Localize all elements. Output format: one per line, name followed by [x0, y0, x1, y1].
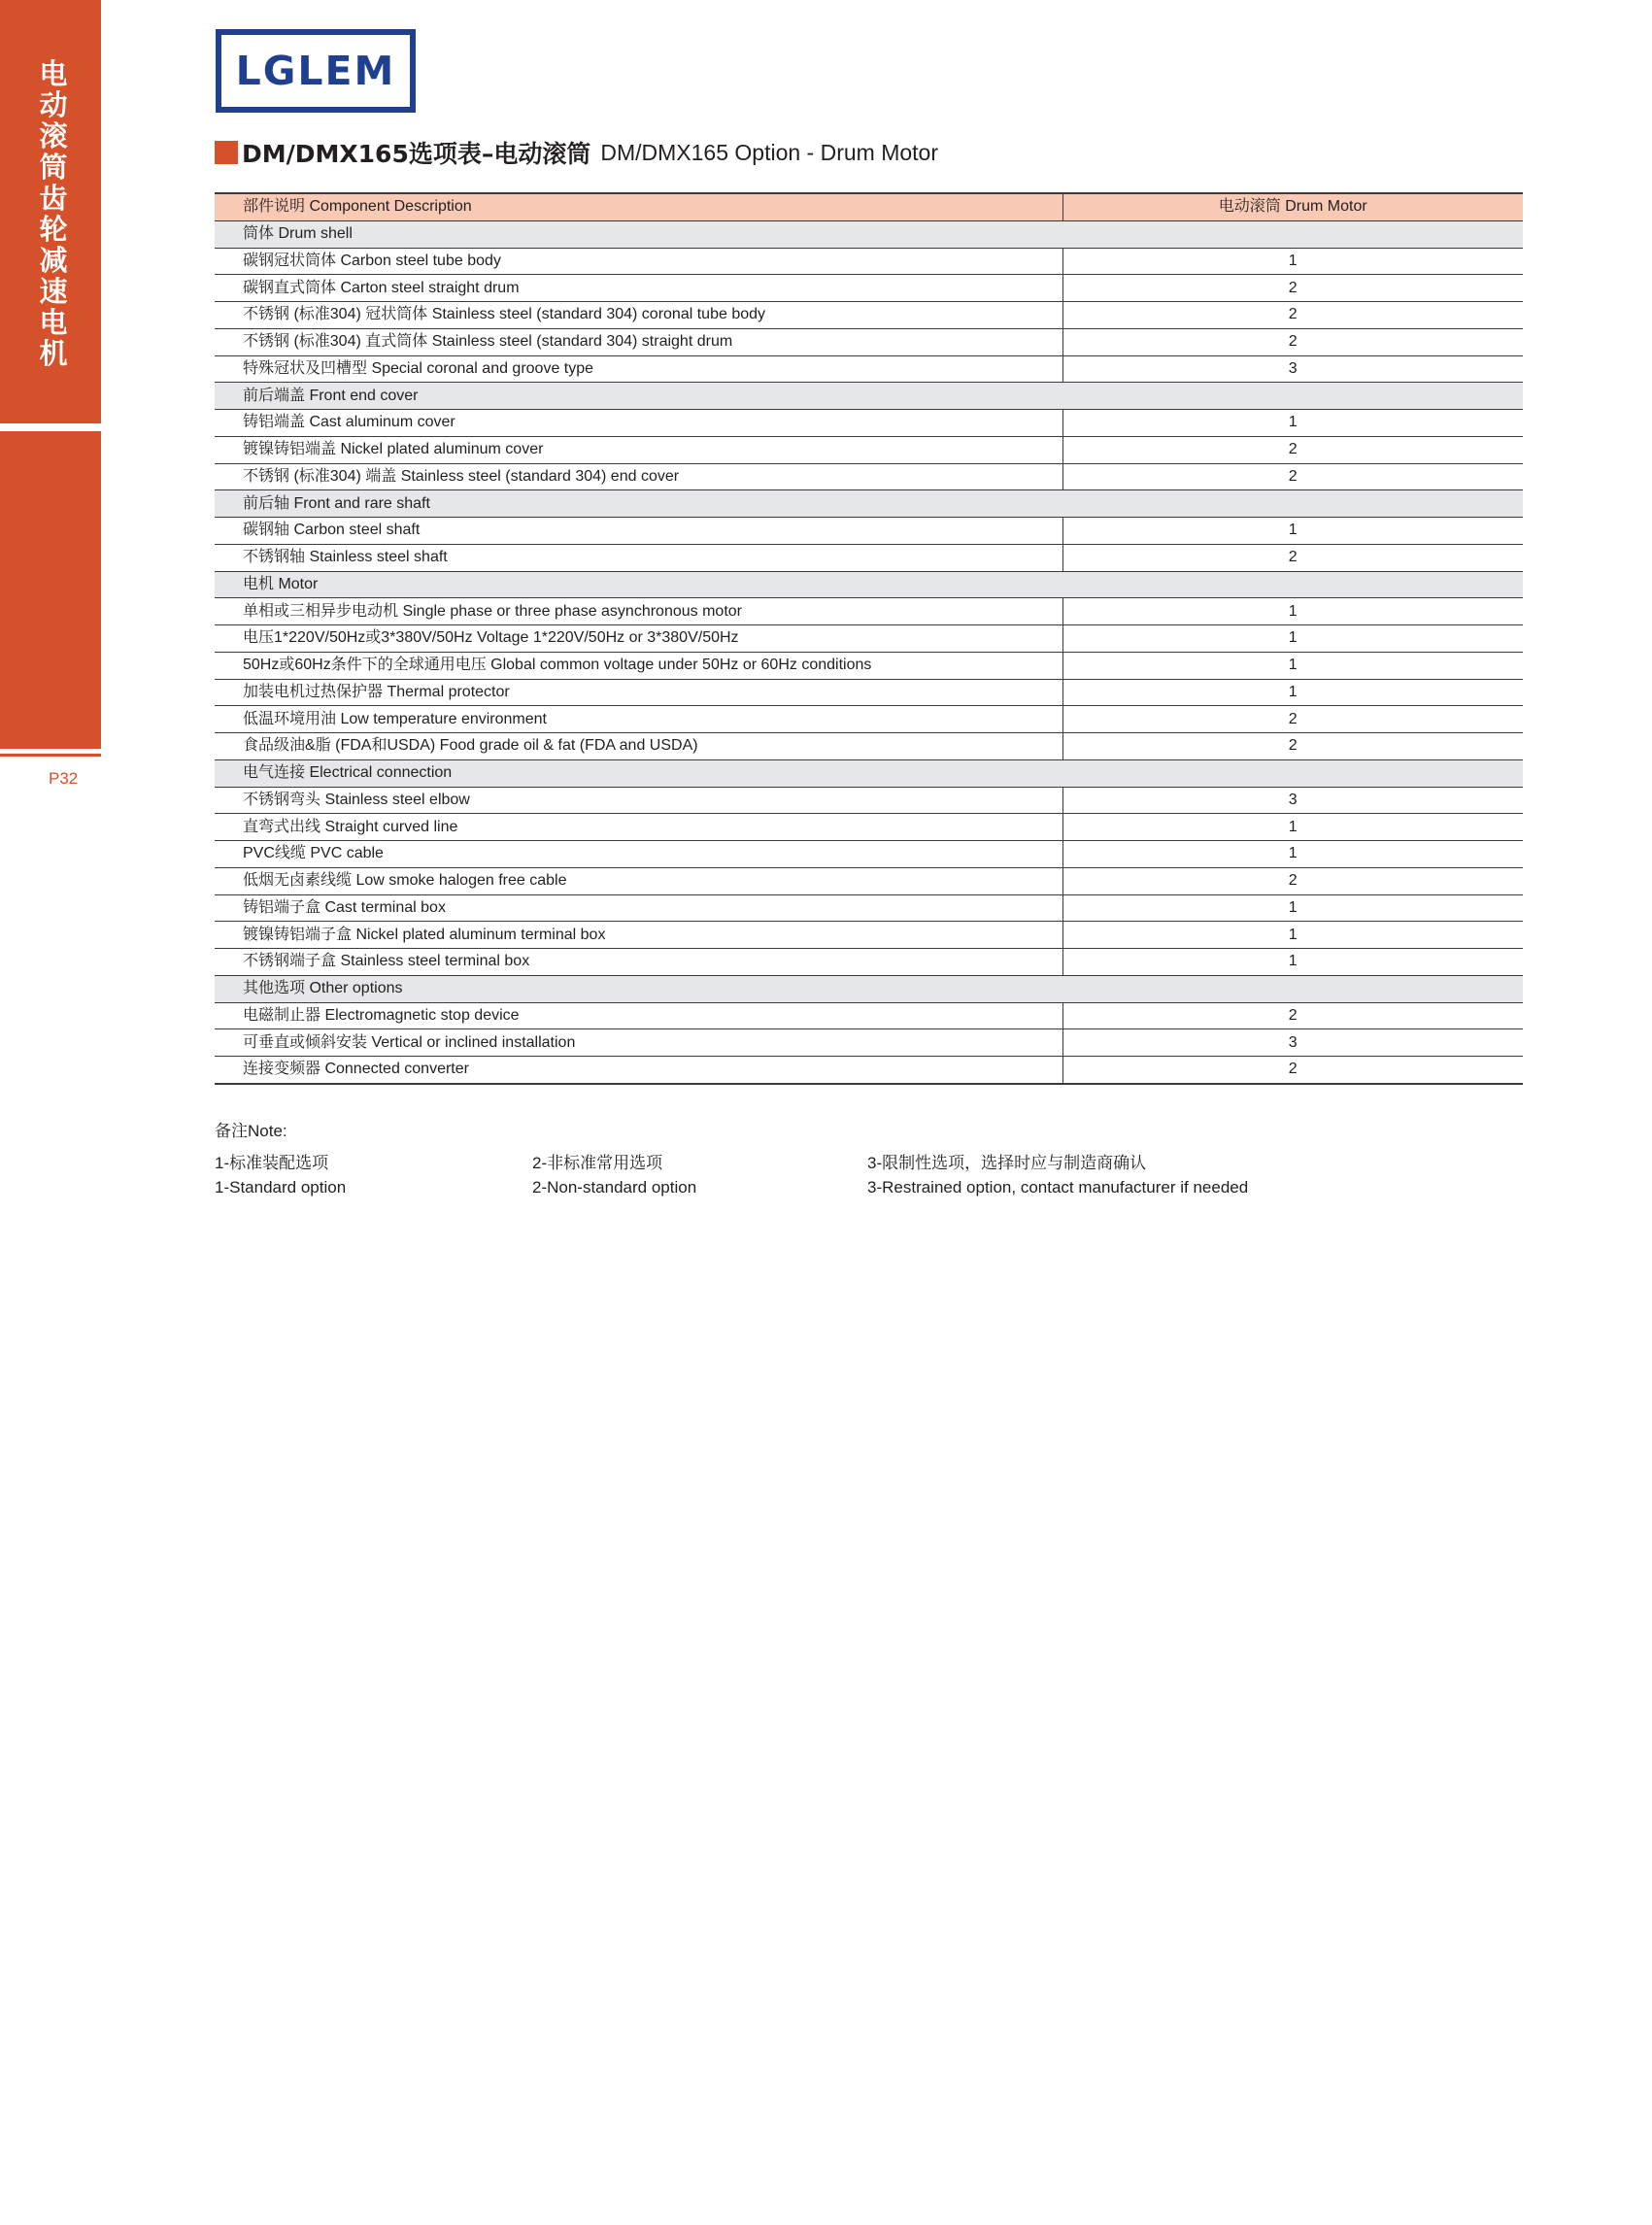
row-value: 2	[1062, 706, 1523, 733]
table-row	[215, 1002, 1523, 1029]
row-desc: 镀镍铸铝端子盒 Nickel plated aluminum terminal box	[215, 922, 1062, 949]
table-row	[215, 814, 1523, 841]
table-row	[215, 652, 1523, 679]
table-row	[215, 1057, 1523, 1084]
row-value: 2	[1062, 328, 1523, 355]
table-row	[215, 679, 1523, 706]
row-desc: 单相或三相异步电动机 Single phase or three phase asynchronous motor	[215, 598, 1062, 625]
table-row	[215, 544, 1523, 571]
table-row	[215, 787, 1523, 814]
row-value: 3	[1062, 787, 1523, 814]
row-value: 1	[1062, 841, 1523, 868]
row-value: 1	[1062, 248, 1523, 275]
header-value: 电动滚筒 Drum Motor	[1062, 193, 1523, 220]
group-name: 电机 Motor	[215, 571, 1523, 598]
row-value: 1	[1062, 410, 1523, 437]
note-cn-3: 3-限制性选项，选择时应与制造商确认	[867, 1154, 1147, 1172]
group-name: 其他选项 Other options	[215, 975, 1523, 1002]
table-group-row	[215, 383, 1523, 410]
table-row	[215, 410, 1523, 437]
row-value: 2	[1062, 1057, 1523, 1084]
row-desc: 50Hz或60Hz条件下的全球通用电压 Global common voltage under 50Hz or 60Hz conditions	[215, 652, 1062, 679]
table-row	[215, 248, 1523, 275]
page-title-en: DM/DMX165 Option - Drum Motor	[600, 139, 938, 165]
row-value: 1	[1062, 625, 1523, 653]
sidebar-top-band	[0, 0, 101, 423]
table-row	[215, 733, 1523, 760]
row-desc: 铸铝端子盒 Cast terminal box	[215, 894, 1062, 922]
row-value: 1	[1062, 922, 1523, 949]
row-value: 2	[1062, 867, 1523, 894]
row-desc: 不锈钢 (标准304) 冠状筒体 Stainless steel (standard 304) coronal tube body	[215, 302, 1062, 329]
row-desc: 碳钢轴 Carbon steel shaft	[215, 518, 1062, 545]
table-row	[215, 706, 1523, 733]
note-en-3: 3-Restrained option, contact manufacturer if needed	[867, 1178, 1249, 1197]
row-desc: PVC线缆 PVC cable	[215, 841, 1062, 868]
row-desc: 不锈钢 (标准304) 端盖 Stainless steel (standard 304) end cover	[215, 463, 1062, 490]
group-name: 电气连接 Electrical connection	[215, 759, 1523, 787]
sidebar-title-en: MOTOR ROLLER	[51, 941, 68, 1089]
row-value: 1	[1062, 598, 1523, 625]
group-name: 筒体 Drum shell	[215, 220, 1523, 248]
option-table	[215, 192, 1523, 1085]
row-desc: 电磁制止器 Electromagnetic stop device	[215, 1002, 1062, 1029]
table-group-row	[215, 571, 1523, 598]
table-row	[215, 867, 1523, 894]
title-square-icon	[215, 141, 238, 164]
note-en-1: 1-Standard option	[215, 1178, 347, 1197]
table-group-row	[215, 975, 1523, 1002]
table-row	[215, 518, 1523, 545]
table-group-row	[215, 490, 1523, 518]
row-desc: 低温环境用油 Low temperature environment	[215, 706, 1062, 733]
table-group-row	[215, 220, 1523, 248]
sidebar-divider	[0, 754, 101, 757]
row-value: 1	[1062, 679, 1523, 706]
table-row	[215, 328, 1523, 355]
row-desc: 特殊冠状及凹槽型 Special coronal and groove type	[215, 355, 1062, 383]
header-desc: 部件说明 Component Description	[215, 193, 1062, 220]
row-desc: 镀镍铸铝端盖 Nickel plated aluminum cover	[215, 436, 1062, 463]
row-value: 1	[1062, 814, 1523, 841]
table-row	[215, 949, 1523, 976]
row-desc: 碳钢直式筒体 Carton steel straight drum	[215, 275, 1062, 302]
table-row	[215, 894, 1523, 922]
row-desc: 食品级油&脂 (FDA和USDA) Food grade oil & fat (FDA and USDA)	[215, 733, 1062, 760]
group-name: 前后端盖 Front end cover	[215, 383, 1523, 410]
table-row	[215, 436, 1523, 463]
table-row	[215, 302, 1523, 329]
table-row	[215, 598, 1523, 625]
row-value: 2	[1062, 436, 1523, 463]
page-number: P32	[49, 769, 79, 788]
row-value: 2	[1062, 463, 1523, 490]
row-value: 2	[1062, 733, 1523, 760]
row-value: 3	[1062, 1029, 1523, 1057]
note-cn-1: 1-标准装配选项	[215, 1154, 329, 1172]
table-row	[215, 355, 1523, 383]
row-desc: 连接变频器 Connected converter	[215, 1057, 1062, 1084]
row-value: 2	[1062, 1002, 1523, 1029]
page-title	[215, 136, 938, 169]
row-desc: 不锈钢轴 Stainless steel shaft	[215, 544, 1062, 571]
row-desc: 碳钢冠状筒体 Carbon steel tube body	[215, 248, 1062, 275]
row-desc: 加装电机过热保护器 Thermal protector	[215, 679, 1062, 706]
page-title-cn: DM/DMX165选项表–电动滚筒	[242, 140, 591, 168]
sidebar-title-cn: 电动滚筒齿轮减速电机	[39, 57, 68, 370]
table-header-row	[215, 193, 1523, 220]
row-value: 1	[1062, 894, 1523, 922]
row-value: 2	[1062, 275, 1523, 302]
row-value: 2	[1062, 302, 1523, 329]
row-desc: 铸铝端盖 Cast aluminum cover	[215, 410, 1062, 437]
brand-logo-text: LGLEM	[235, 48, 396, 94]
note-label: 备注Note:	[215, 1122, 287, 1140]
row-value: 1	[1062, 518, 1523, 545]
row-desc: 不锈钢端子盒 Stainless steel terminal box	[215, 949, 1062, 976]
row-desc: 直弯式出线 Straight curved line	[215, 814, 1062, 841]
table-row	[215, 463, 1523, 490]
table-row	[215, 841, 1523, 868]
row-value: 3	[1062, 355, 1523, 383]
table-row	[215, 1029, 1523, 1057]
note-cn-2: 2-非标准常用选项	[532, 1154, 663, 1172]
row-desc: 不锈钢 (标准304) 直式筒体 Stainless steel (standard 304) straight drum	[215, 328, 1062, 355]
table-row	[215, 625, 1523, 653]
row-desc: 电压1*220V/50Hz或3*380V/50Hz Voltage 1*220V/50Hz or 3*380V/50Hz	[215, 625, 1062, 653]
group-name: 前后轴 Front and rare shaft	[215, 490, 1523, 518]
row-desc: 不锈钢弯头 Stainless steel elbow	[215, 787, 1062, 814]
row-desc: 低烟无卤素线缆 Low smoke halogen free cable	[215, 867, 1062, 894]
table-group-row	[215, 759, 1523, 787]
row-desc: 可垂直或倾斜安装 Vertical or inclined installation	[215, 1029, 1062, 1057]
row-value: 2	[1062, 544, 1523, 571]
row-value: 1	[1062, 949, 1523, 976]
table-row	[215, 922, 1523, 949]
note-en-2: 2-Non-standard option	[532, 1178, 697, 1197]
table-row	[215, 275, 1523, 302]
row-value: 1	[1062, 652, 1523, 679]
brand-logo	[216, 29, 416, 113]
